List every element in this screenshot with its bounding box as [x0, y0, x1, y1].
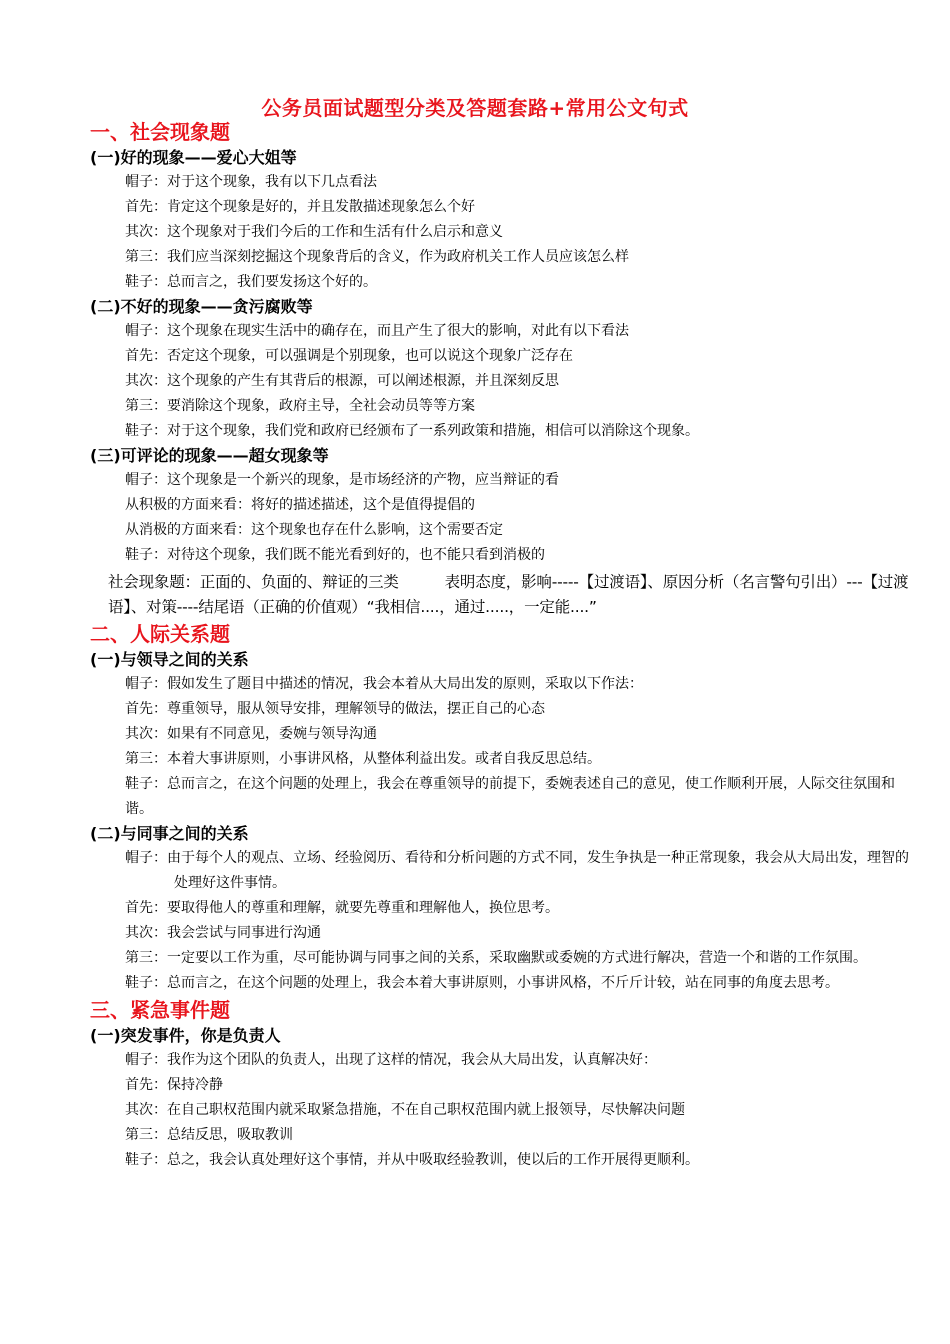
- subsection-heading: (二)不好的现象——贪污腐败等: [90, 297, 313, 316]
- text-line: 从消极的方面来看：这个现象也存在什么影响，这个需要否定: [125, 522, 503, 538]
- text-line: 帽子：这个现象是一个新兴的现象，是市场经济的产物，应当辩证的看: [125, 472, 559, 488]
- subsection-heading: (三)可评论的现象——超女现象等: [90, 446, 329, 465]
- text-line: 帽子：假如发生了题目中描述的情况，我会本着从大局出发的原则，采取以下作法：: [125, 676, 643, 692]
- text-line: 帽子：我作为这个团队的负责人，出现了这样的情况，我会从大局出发，认真解决好：: [125, 1052, 657, 1068]
- document-title: 公务员面试题型分类及答题套路+常用公文句式: [261, 96, 689, 120]
- text-line: 其次：这个现象对于我们今后的工作和生活有什么启示和意义: [125, 224, 503, 240]
- text-line: 其次：我会尝试与同事进行沟通: [125, 925, 321, 941]
- text-line: 首先：尊重领导，服从领导安排，理解领导的做法，摆正自己的心态: [125, 701, 545, 717]
- summary-paragraph: 社会现象题：正面的、负面的、辩证的三类 表明态度，影响-----【过渡语】、原因分析（名言警句引出）---【过渡语】、对策----结尾语（正确的价值观）“我相信....，通过.....，一定能....”: [108, 573, 909, 616]
- text-paragraph: 第三：一定要以工作为重，尽可能协调与同事之间的关系，采取幽默或委婉的方式进行解决，营造一个和谐的工作氛围。: [125, 950, 867, 966]
- text-line: 第三：要消除这个现象，政府主导，全社会动员等等方案: [125, 398, 475, 414]
- subsection-heading: (一)突发事件，你是负责人: [90, 1026, 281, 1045]
- text-line: 第三：我们应当深刻挖掘这个现象背后的含义，作为政府机关工作人员应该怎么样: [125, 249, 629, 265]
- subsection-heading: (一)好的现象——爱心大姐等: [90, 148, 297, 167]
- text-line: 鞋子：对于这个现象，我们党和政府已经颁布了一系列政策和措施，相信可以消除这个现象。: [125, 423, 699, 439]
- text-line: 帽子：这个现象在现实生活中的确存在，而且产生了很大的影响，对此有以下看法: [125, 323, 629, 339]
- document-content: [90, 118, 910, 1173]
- text-line: 鞋子：总而言之，我们要发扬这个好的。: [125, 274, 377, 290]
- text-line: 首先：肯定这个现象是好的，并且发散描述现象怎么个好: [125, 199, 475, 215]
- text-line: 首先：要取得他人的尊重和理解，就要先尊重和理解他人，换位思考。: [125, 900, 559, 916]
- text-paragraph: 帽子：由于每个人的观点、立场、经验阅历、看待和分析问题的方式不同，发生争执是一种正常现象，我会从大局出发，理智的处理好这件事情。: [125, 850, 909, 891]
- text-line: 首先：否定这个现象，可以强调是个别现象，也可以说这个现象广泛存在: [125, 348, 573, 364]
- text-line: 鞋子：对待这个现象，我们既不能光看到好的，也不能只看到消极的: [125, 547, 545, 563]
- text-paragraph: 鞋子：总而言之，在这个问题的处理上，我会本着大事讲原则，小事讲风格，不斤斤计较，站在同事的角度去思考。: [125, 975, 839, 991]
- text-line: 鞋子：总之，我会认真处理好这个事情，并从中吸取经验教训，使以后的工作开展得更顺利。: [125, 1152, 699, 1168]
- subsection-heading: (二)与同事之间的关系: [90, 824, 249, 843]
- text-line: 其次：如果有不同意见，委婉与领导沟通: [125, 726, 377, 742]
- text-line: 第三：总结反思，吸取教训: [125, 1127, 293, 1143]
- text-paragraph: 鞋子：总而言之，在这个问题的处理上，我会在尊重领导的前提下，委婉表述自己的意见，使工作顺利开展，人际交往氛围和谐。: [125, 776, 895, 817]
- text-line: 帽子：对于这个现象，我有以下几点看法: [125, 174, 377, 190]
- section-heading: 三、紧急事件题: [90, 998, 230, 1022]
- text-line: 从积极的方面来看：将好的描述描述，这个是值得提倡的: [125, 497, 475, 513]
- section-heading: 二、人际关系题: [90, 622, 230, 646]
- text-line: 首先：保持冷静: [125, 1077, 223, 1093]
- section-heading: 一、社会现象题: [90, 120, 230, 144]
- subsection-heading: (一)与领导之间的关系: [90, 650, 249, 669]
- text-line: 其次：在自己职权范围内就采取紧急措施，不在自己职权范围内就上报领导，尽快解决问题: [125, 1102, 685, 1118]
- text-line: 第三：本着大事讲原则，小事讲风格，从整体利益出发。或者自我反思总结。: [125, 751, 601, 767]
- text-line: 其次：这个现象的产生有其背后的根源，可以阐述根源，并且深刻反思: [125, 373, 559, 389]
